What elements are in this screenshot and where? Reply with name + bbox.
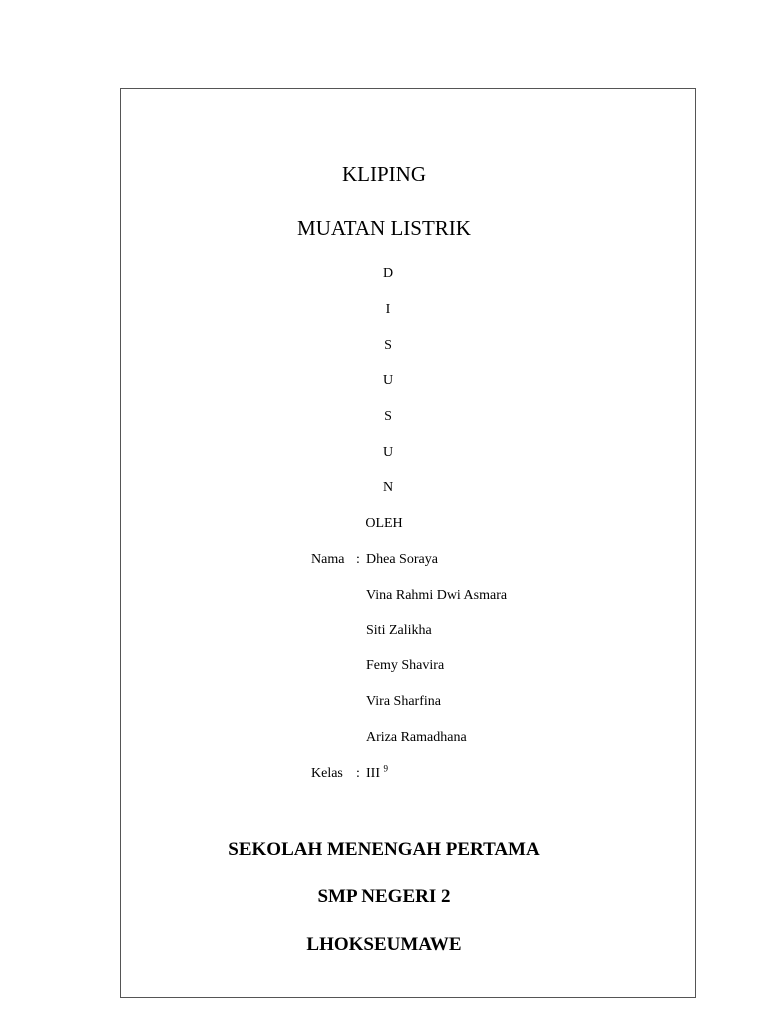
nama-colon: : bbox=[356, 552, 360, 567]
school-name: SMP NEGERI 2 bbox=[317, 886, 451, 907]
school-type: SEKOLAH MENENGAH PERTAMA bbox=[228, 839, 540, 860]
kelas-colon: : bbox=[356, 766, 360, 781]
author-name: Vira Sharfina bbox=[366, 694, 441, 709]
document-title: KLIPING bbox=[342, 162, 426, 186]
disusun-letter: S bbox=[384, 409, 392, 424]
author-name: Femy Shavira bbox=[366, 658, 445, 673]
disusun-letter: U bbox=[382, 445, 394, 460]
kelas-class: III bbox=[366, 766, 380, 781]
kelas-value bbox=[366, 763, 388, 782]
author-name: Ariza Ramadhana bbox=[366, 730, 467, 745]
school-city: LHOKSEUMAWE bbox=[306, 934, 462, 955]
disusun-letter: S bbox=[384, 338, 392, 353]
oleh-label: OLEH bbox=[365, 516, 403, 531]
author-name: Siti Zalikha bbox=[366, 623, 432, 638]
author-name: Vina Rahmi Dwi Asmara bbox=[366, 588, 508, 603]
disusun-letter: U bbox=[382, 373, 394, 388]
kelas-label: Kelas bbox=[311, 766, 343, 781]
disusun-letter: N bbox=[382, 480, 394, 495]
kelas-superscript: 9 bbox=[383, 763, 388, 774]
disusun-letter: D bbox=[382, 266, 394, 281]
author-name: Dhea Soraya bbox=[366, 552, 438, 567]
document-subtitle: MUATAN LISTRIK bbox=[297, 216, 471, 240]
nama-label: Nama bbox=[311, 552, 345, 567]
disusun-letter: I bbox=[385, 302, 391, 317]
